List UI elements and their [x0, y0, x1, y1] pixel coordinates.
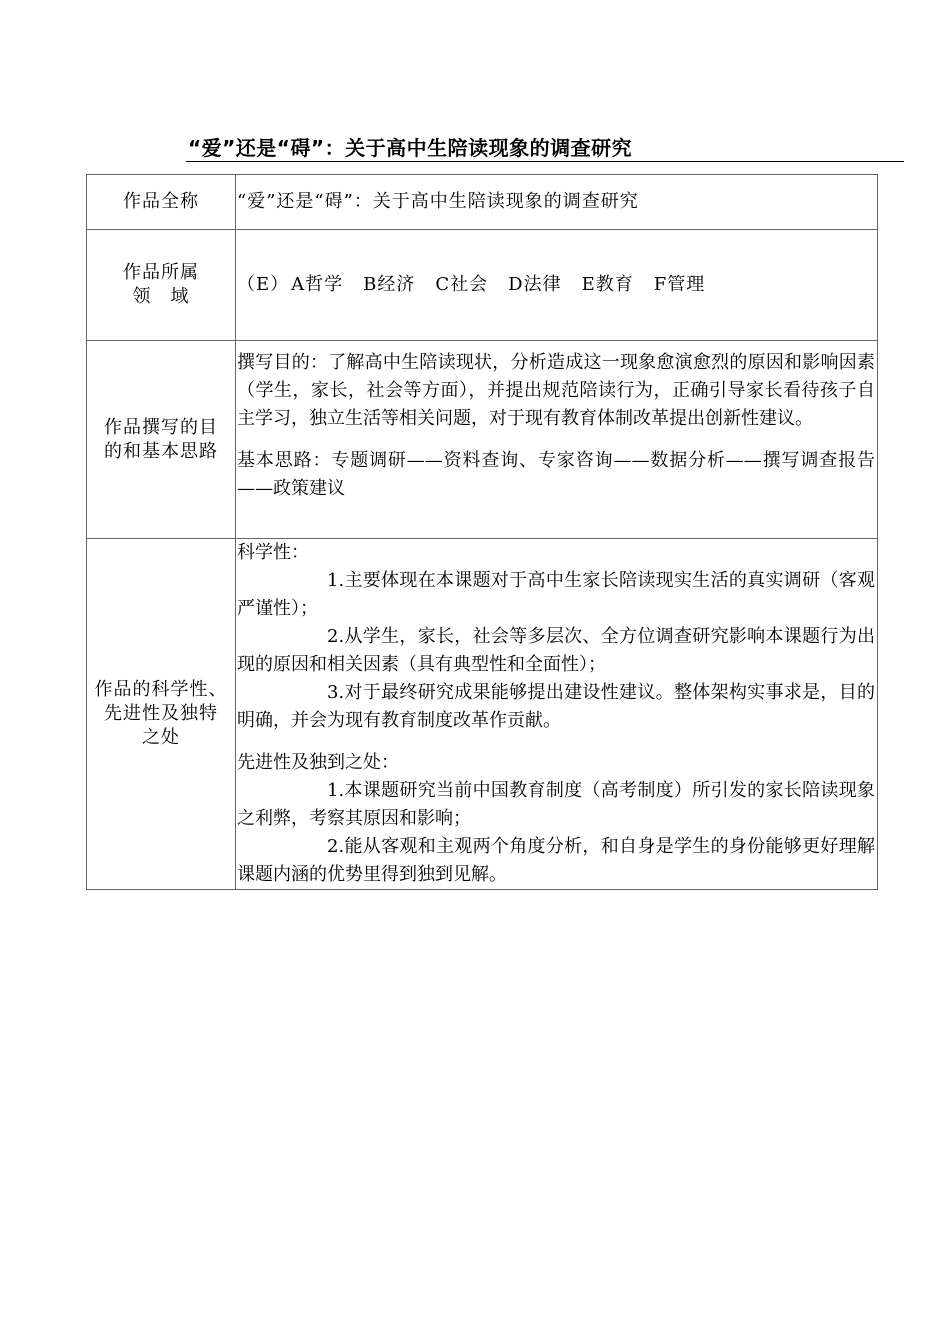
label-science-line1: 作品的科学性、: [94, 679, 228, 700]
label-field-line2: 领 域: [132, 286, 190, 307]
science-item-1: 1.主要体现在本课题对于高中生家长陪读现实生活的真实调研（客观严谨性）；: [237, 570, 875, 619]
value-field: [236, 230, 878, 341]
advance-item-1: 1.本课题研究当前中国教育制度（高考制度）所引发的家长陪读现象之利弊，考察其原因和影响；: [237, 780, 875, 829]
paragraph-gap: [237, 735, 875, 749]
document-title-wrap: [186, 134, 904, 162]
field-option-a: A哲学: [291, 274, 344, 295]
purpose-paragraph: 撰写目的：了解高中生陪读现状，分析造成这一现象愈演愈烈的原因和影响因素（学生，家长，社会等方面），并提出规范陪读行为，正确引导家长看待孩子自主学习，独立生活等相关问题，对于现有教育体制改革提出创新性建议。: [237, 352, 875, 429]
value-work-name: “爱”还是“碍”：关于高中生陪读现象的调查研究: [236, 175, 878, 230]
table-row-work-name: [87, 175, 878, 230]
label-purpose-line1: 作品撰写的目: [104, 416, 218, 438]
field-option-c: C社会: [435, 274, 489, 295]
field-option-b: B经济: [363, 274, 416, 295]
science-item-2: 2.从学生，家长，社会等多层次、全方位调查研究影响本课题行为出现的原因和相关因素（具有典型性和全面性）；: [237, 626, 875, 675]
paragraph-gap: [237, 433, 875, 447]
label-science: [87, 539, 236, 890]
science-item-3: 3.对于最终研究成果能够提出建设性建议。整体架构实事求是，目的明确，并会为现有教育制度改革作贡献。: [237, 682, 875, 731]
advance-heading: 先进性及独到之处：: [237, 752, 399, 773]
field-selected-mark: （E）: [237, 274, 290, 295]
value-purpose: [236, 341, 878, 539]
label-work-name: 作品全称: [87, 175, 236, 230]
table-row-field: [87, 230, 878, 341]
label-purpose: [87, 341, 236, 539]
field-option-f: F管理: [653, 274, 706, 295]
science-heading: 科学性：: [237, 542, 309, 563]
label-purpose-line2: 的和基本思路: [104, 440, 218, 462]
application-form-table: [86, 174, 878, 890]
field-option-d: D法律: [508, 274, 562, 295]
table-row-science: [87, 539, 878, 890]
field-option-e: E教育: [581, 274, 634, 295]
label-field-line1: 作品所属: [123, 262, 199, 283]
approach-paragraph: 基本思路：专题调研——资料查询、专家咨询——数据分析——撰写调查报告——政策建议: [237, 450, 875, 499]
label-science-line3: 之处: [142, 727, 180, 748]
advance-item-2: 2.能从客观和主观两个角度分析，和自身是学生的身份能够更好理解课题内涵的优势里得到独到见解。: [237, 836, 875, 885]
document-title: “爱”还是“碍”：关于高中生陪读现象的调查研究: [186, 134, 904, 162]
value-science: [236, 539, 878, 890]
label-field: [87, 230, 236, 341]
table-row-purpose: [87, 341, 878, 539]
label-science-line2: 先进性及独特: [104, 703, 218, 724]
